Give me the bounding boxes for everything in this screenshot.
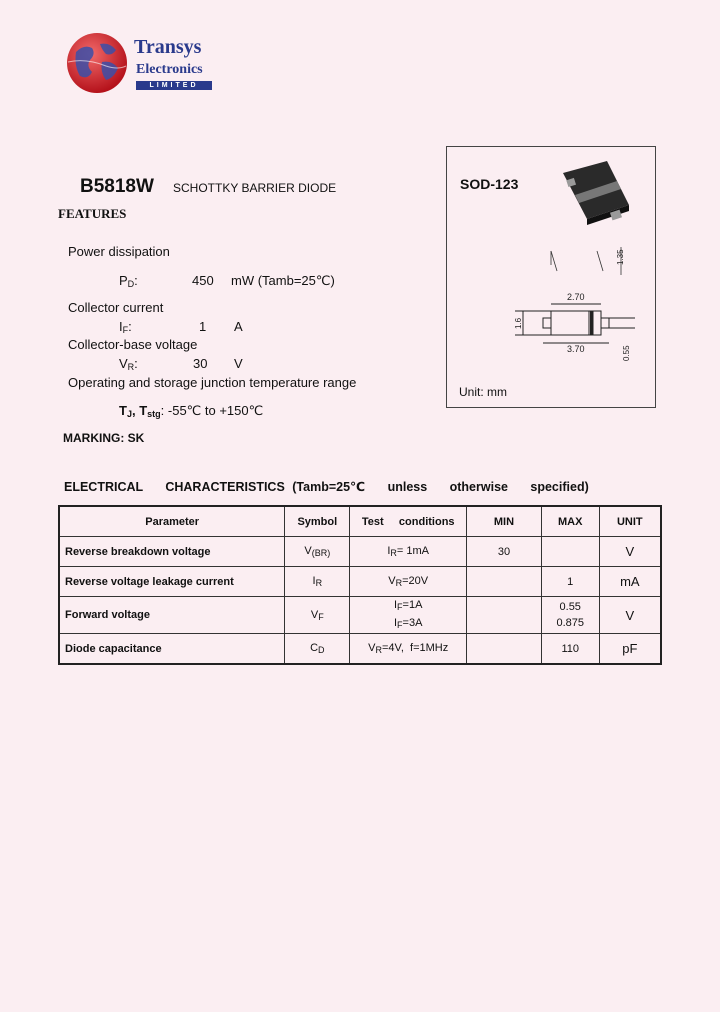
- cell-max: [541, 537, 599, 567]
- header-symbol: Symbol: [285, 506, 350, 537]
- cell-min: 30: [467, 537, 542, 567]
- dim-body-length: 2.70: [567, 292, 585, 302]
- header-max: MAX: [541, 506, 599, 537]
- if-value: 1: [199, 319, 207, 334]
- cell-max: 0.55 0.875: [541, 597, 599, 634]
- dim-width: 1.6: [514, 317, 523, 329]
- cell-min: [467, 567, 542, 597]
- table-row: [59, 567, 661, 597]
- marking-label: MARKING: SK: [63, 431, 145, 445]
- electrical-characteristics-table: [58, 505, 662, 665]
- pd-value: 450: [192, 273, 214, 288]
- package-name: SOD-123: [460, 176, 519, 192]
- features-heading: FEATURES: [58, 206, 127, 221]
- cell-symbol: $C_D$: [285, 634, 350, 665]
- company-subtitle: Electronics: [136, 62, 203, 77]
- cell-unit: V: [599, 597, 661, 634]
- cell-symbol: $V_{(BR)}$: [285, 537, 350, 567]
- cell-min: [467, 597, 542, 634]
- cell-parameter: Forward voltage: [59, 597, 285, 634]
- collector-current-label: Collector current: [68, 300, 164, 315]
- package-unit: Unit: mm: [459, 385, 507, 399]
- cell-min: [467, 634, 542, 665]
- table-header-row: [59, 506, 661, 537]
- company-name: Transys: [134, 36, 202, 58]
- cell-test-conditions: $I_F=1A$ $I_F=3A$: [350, 597, 467, 634]
- header-test-conditions: Test conditions: [350, 506, 467, 537]
- company-logo-globe-icon: [66, 32, 128, 94]
- header-parameter: Parameter: [59, 506, 285, 537]
- part-number: B5818W: [80, 176, 154, 197]
- power-dissipation-label: Power dissipation: [68, 244, 170, 259]
- temperature-range-label: Operating and storage junction temperature range: [68, 375, 357, 390]
- if-unit: A: [234, 319, 243, 334]
- table-row: [59, 537, 661, 567]
- header-unit: UNIT: [599, 506, 661, 537]
- dim-height: 1.35: [616, 249, 625, 265]
- temperature-range-value: $T_J$, $T_{stg}$: -55℃ to +150℃: [119, 403, 264, 419]
- cell-unit: V: [599, 537, 661, 567]
- cell-unit: pF: [599, 634, 661, 665]
- dim-total-length: 3.70: [567, 344, 585, 354]
- package-3d-image: [563, 161, 629, 225]
- cell-test-conditions: $V_R=20V$: [350, 567, 467, 597]
- pd-symbol: $P_D$:: [119, 273, 138, 289]
- company-limited-badge: LIMITED: [136, 81, 212, 90]
- cell-max: 1: [541, 567, 599, 597]
- cell-parameter: Reverse voltage leakage current: [59, 567, 285, 597]
- cell-symbol: $I_R$: [285, 567, 350, 597]
- table-row: [59, 597, 661, 634]
- cell-max: 110: [541, 634, 599, 665]
- cell-symbol: $V_F$: [285, 597, 350, 634]
- collector-base-voltage-label: Collector-base voltage: [68, 337, 198, 352]
- vr-unit: V: [234, 356, 243, 371]
- cell-parameter: Reverse breakdown voltage: [59, 537, 285, 567]
- cell-test-conditions: $V_R=4V$, f=1MHz: [350, 634, 467, 665]
- table-row: [59, 634, 661, 665]
- electrical-characteristics-heading: ELECTRICAL CHARACTERISTICS (Tamb=25℃ unless otherwise specified): [64, 480, 589, 494]
- cell-test-conditions: $I_R= 1mA$: [350, 537, 467, 567]
- if-symbol: $I_F$:: [119, 319, 132, 335]
- vr-value: 30: [193, 356, 208, 371]
- dim-lead: 0.55: [622, 345, 631, 361]
- part-description: SCHOTTKY BARRIER DIODE: [173, 181, 337, 195]
- pd-unit: mW (Tamb=25℃): [231, 273, 335, 288]
- cell-unit: mA: [599, 567, 661, 597]
- header-min: MIN: [467, 506, 542, 537]
- vr-symbol: $V_R$:: [119, 356, 138, 372]
- cell-parameter: Diode capacitance: [59, 634, 285, 665]
